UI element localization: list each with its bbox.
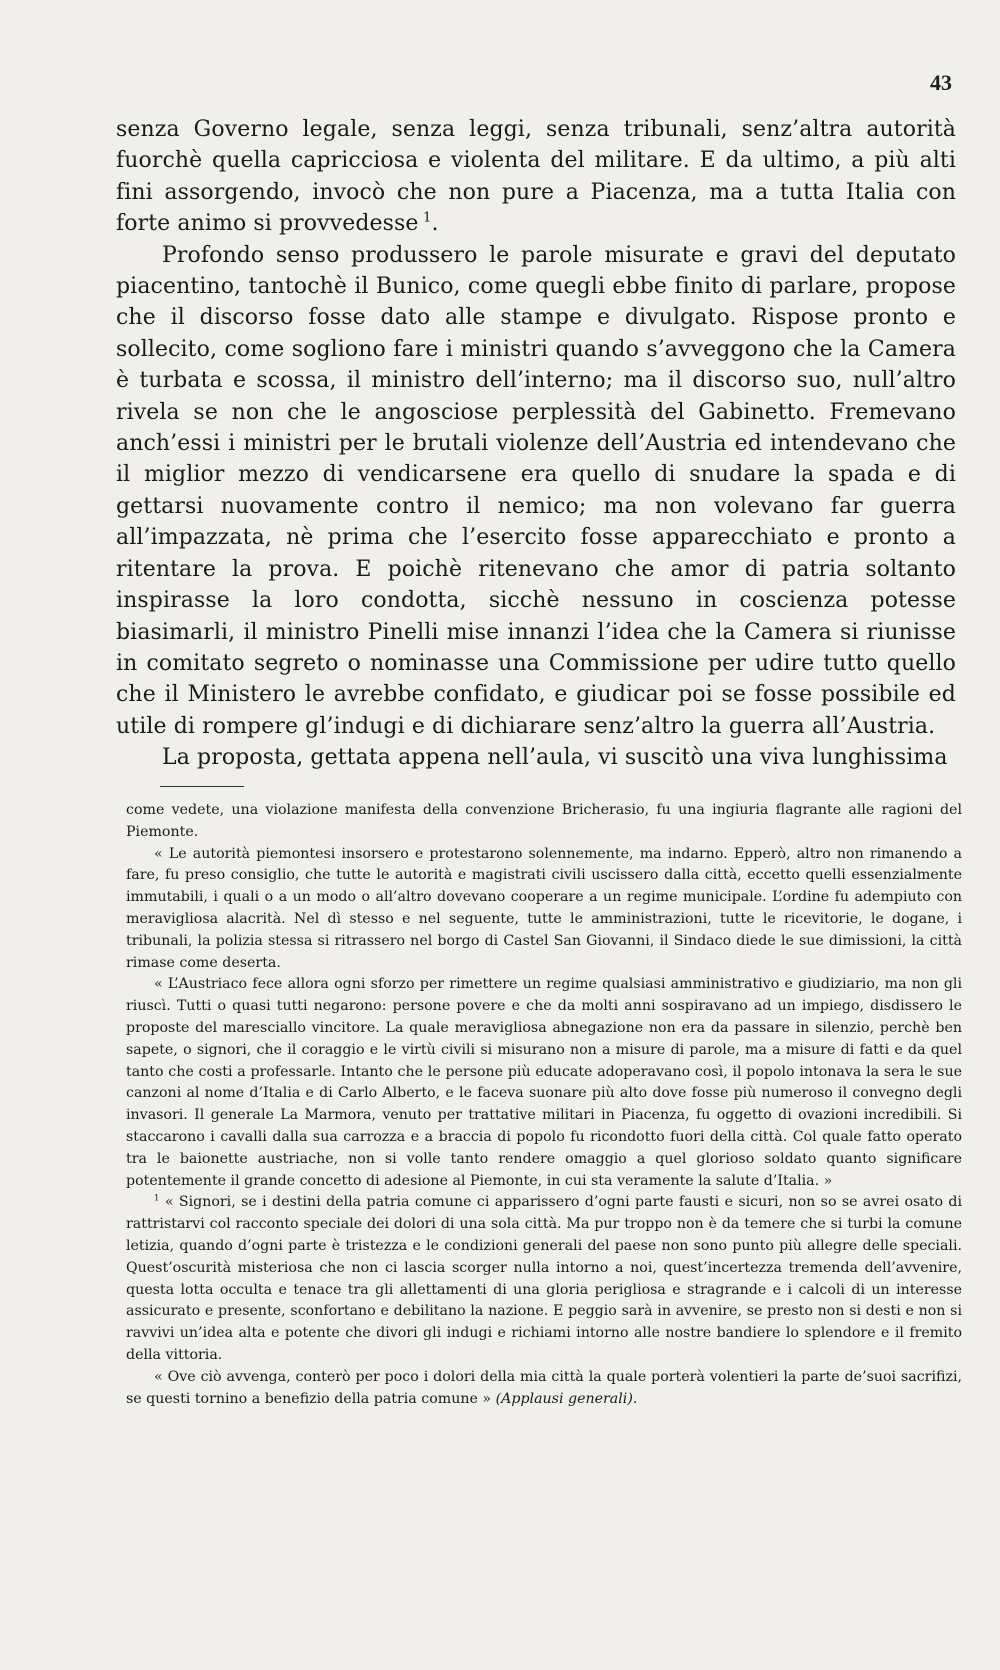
paragraph-2: Profondo senso produssero le parole misurate e gravi del deputato piacentino, tantochè il Bunico, come quegli ebbe finito di parlare, propose che il discorso fosse dato alle stampe e divulgato. Rispose pronto e sollecito, come sogliono fare i ministri quando s’avveggono che la Camera è turbata e scossa, il ministro dell’interno; ma il discorso suo, null’altro rivela se non che le angosciose perplessità del Gabinetto. Fremevano anch’essi i ministri per le brutali violenze dell’Austria ed intendevano che il miglior mezzo di vendicarsene era quello di snudare la spada e di gettarsi nuovamente contro il nemico; ma non volevano far guerra all’impazzata, nè prima che l’esercito fosse apparecchiato e pronto a ritentare la prova. E poichè ritenevano che amor di patria soltanto inspirasse la loro condotta, sicchè nessuno in coscienza potesse biasimarli, il ministro Pinelli mise innanzi l’idea che la Camera si riunisse in comitato segreto o nominasse una Commissione per udire tutto quello che il Ministero le avrebbe confidato, e giudicar poi se fosse possibile ed utile di rompere gl’indugi e di dichiarare senz’altro la guerra all’Austria.	[116, 242, 956, 739]
paragraph-3: La proposta, gettata appena nell’aula, vi suscitò una viva lunghissima	[162, 745, 948, 771]
footnote-divider	[160, 786, 244, 787]
footnote-1-text: « Signori, se i destini della patria comune ci apparissero d’ogni parte fausti e sicuri, non so se avrei osato di rattristarvi col racconto speciale dei dolori di una sola città. Ma pur troppo non è da temere che si turbi la comune letizia, quando d’ogni parte è tristezza e le condizioni generali del paese non sono punto più allegre delle speciali. Quest’oscurità misteriosa che non ci lascia scorger nulla intorno a noi, quest’incertezza tremenda dell’avvenire, questa lotta occulta e tenace tra gli allettamenti di una gloria perigliosa e stragrande e i calcoli di un interesse assicurato e presente, sconfortano e debilitano la nazione. E peggio sarà in avvenire, se presto non si desti e non si ravvivi un’idea alta e potente che divori gli indugi e richiami intorno alle nostre bandiere lo splendore e il fremito della vittoria.	[126, 1194, 963, 1363]
footnote-ref-1: 1	[423, 210, 432, 226]
applause-note: (Applausi generali)	[495, 1390, 633, 1407]
footnote-quote-1: « Le autorità piemontesi insorsero e protestarono solennemente, ma indarno. Epperò, altro non rimanendo a fare, fu preso consiglio, che tutte le autorità e magistrati civili uscissero dalla città, eccetto quelli essenzialmente immutabili, i quali o a un modo o all’altro dovevano cooperare a un regime municipale. L’ordine fu adempiuto con meravigliosa alacrità. Nel dì stesso e nel seguente, tutte le amministrazioni, tutte le ricevitorie, le dogane, i tribunali, la polizia stessa si ritrassero nel borgo di Castel San Giovanni, il Sindaco diede le sue dimissioni, la città rimase come deserta.	[126, 845, 962, 971]
paragraph-1	[116, 114, 956, 240]
footnote-quote-2: « L’Austriaco fece allora ogni sforzo per rimettere un regime qualsiasi amministrativo e giudiziario, ma non gli riuscì. Tutti o quasi tutti negarono: persone povere e che da molti anni sospiravano ad un impiego, disdissero le proposte del maresciallo vincitore. La quale meravigliosa abnegazione non era da passare in silenzio, perchè ben sapete, o signori, che il coraggio e le virtù civili si misurano non a misure di parole, ma a misure di fatti e da quel tanto che costi a professarle. Intanto che le persone più educate adoperavano così, il popolo intonava la sera le sue canzoni al nome d’Italia e di Carlo Alberto, e le faceva suonare più alto dove fosse più numeroso il convegno degli invasori. Il generale La Marmora, venuto per trattative militari in Piacenza, fu oggetto di ovazioni incredibili. Si staccarono i cavalli dalla sua carrozza e a braccia di popolo fu ricondotto fuori della città. Col quale fatto operato tra le baionette austriache, non si volle tanto rendere omaggio a quel glorioso soldato quanto significare potentemente il grande concetto di adesione al Piemonte, in cui sta veramente la salute d’Italia. »	[126, 976, 962, 1189]
main-text	[116, 114, 956, 774]
footnote-1-conclusion-end: .	[632, 1390, 638, 1407]
footnote-continuation: come vedete, una violazione manifesta della convenzione Bricherasio, fu una ingiuria flagrante alle ragioni del Piemonte.	[126, 802, 962, 840]
footnotes	[126, 800, 962, 1410]
paragraph-1-end: .	[431, 211, 439, 237]
footnote-1-conclusion	[126, 1367, 962, 1411]
footnote-1	[126, 1192, 962, 1366]
footnote-marker-1: 1	[154, 1193, 160, 1204]
paragraph-1-text: senza Governo legale, senza leggi, senza tribunali, senz’altra autorità fuorchè quella capricciosa e violenta del militare. E da ultimo, a più alti fini assorgendo, invocò che non pure a Piacenza, ma a tutta Italia con forte animo si provvedesse	[116, 117, 956, 237]
footnote-1-conclusion-text: « Ove ciò avvenga, conterò per poco i dolori della mia città la quale porterà volentieri la parte de’suoi sacrifizi, se questi tornino a benefizio della patria comune »	[126, 1368, 962, 1407]
page-number: 43	[930, 70, 952, 95]
